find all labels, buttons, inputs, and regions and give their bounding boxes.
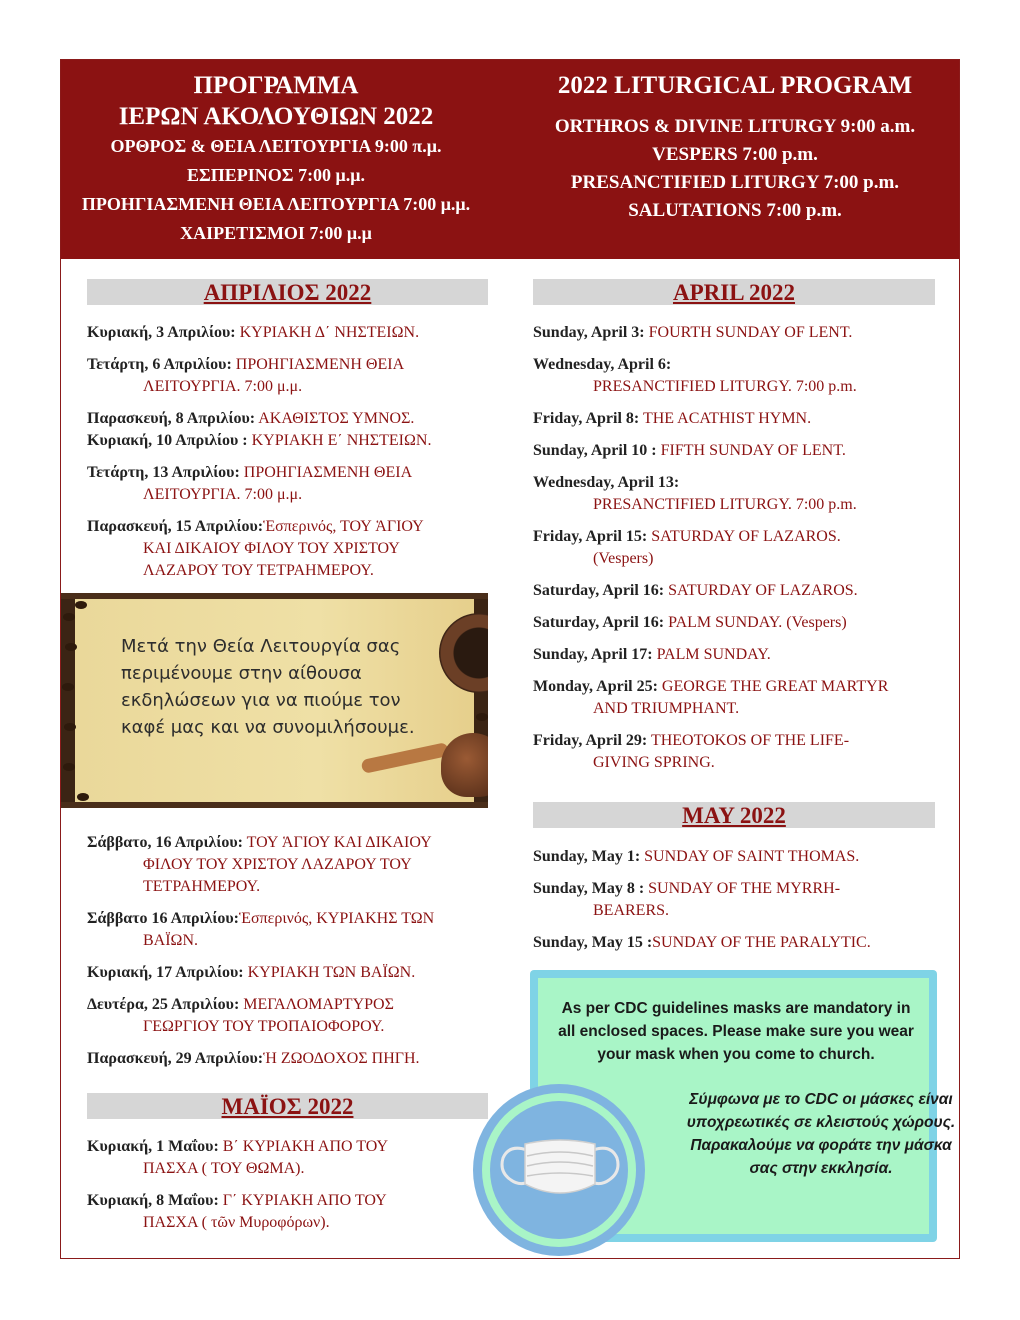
list-item: Sunday, April 10 : FIFTH SUNDAY OF LENT. [533,442,846,459]
list-item: Sunday, April 3: FOURTH SUNDAY OF LENT. [533,324,853,341]
english-schedule-line: SALUTATIONS 7:00 p.m. [628,200,842,221]
briki-pot-icon [441,733,488,797]
greek-schedule-line: ΕΣΠΕΡΙΝΟΣ 7:00 μ.μ. [187,165,365,185]
english-title: 2022 LITURGICAL PROGRAM [557,72,913,99]
list-item: Monday, April 25: GEORGE THE GREAT MARTYR AND TRIUMPHANT. [533,678,889,717]
greek-may-list [87,1136,497,1244]
list-item: Κυριακή, 10 Απριλίου : ΚΥΡΙΑΚΗ Ε΄ ΝΗΣΤΕΙΩΝ. [87,432,432,449]
greek-banner [61,70,491,248]
greek-april-list-2 [87,832,497,1080]
list-item: Sunday, May 1: SUNDAY OF SAINT THOMAS. [533,848,860,865]
list-item: Σάββατο, 16 Απριλίου: ΤΟΥ ἉΓΙΟΥ ΚΑΙ ΔΙΚΑΙΟΥ ΦΙΛΟΥ ΤΟΥ ΧΡΙΣΤΟΥ ΛΑΖΑΡΟΥ ΤΟΥ ΤΕΤΡΑΗΜΕΡΟΥ. [87,834,432,895]
list-item: Κυριακή, 8 Μαΐου: Γ΄ ΚΥΡΙΑΚΗ ΑΠΟ ΤΟΥ ΠΑΣΧΑ ( τῶν Μυροφόρων). [87,1192,387,1231]
list-item: Wednesday, April 13: PRESANCTIFIED LITURGY. 7:00 p.m. [533,474,857,513]
greek-schedule-line: ΧΑΙΡΕΤΙΣΜΟΙ 7:00 μ.μ [180,223,372,243]
list-item: Κυριακή, 17 Απριλίου: ΚΥΡΙΑΚΗ ΤΩΝ ΒΑΪΩΝ. [87,964,416,981]
coffee-invitation-text: Μετά την Θεία Λειτουργία σας περιμένουμε στην αίθουσα εκδηλώσεων για να πιούμε τον καφέ μας και να συνομιλήσουμε. [121,636,415,738]
greek-title-2: ΙΕΡΩΝ ΑΚΟΛΟΥΘΙΩΝ 2022 [118,103,434,130]
list-item: Παρασκευή, 8 Απριλίου: ΑΚΑΘΙΣΤΟΣ ΥΜΝΟΣ. [87,410,415,427]
list-item: Sunday, April 17: PALM SUNDAY. [533,646,771,663]
list-item: Παρασκευή, 29 Απριλίου:Ἡ ΖΩΟΔΟΧΟΣ ΠΗΓΗ. [87,1050,420,1067]
list-item: Τετάρτη, 6 Απριλίου: ΠΡΟΗΓΙΑΣΜΕΝΗ ΘΕΙΑ ΛΕΙΤΟΥΡΓΙΑ. 7:00 μ.μ. [87,356,405,395]
mask-notice-english: As per CDC guidelines masks are mandatory in all enclosed spaces. Please make sure you wear your mask when you come to church. [558,1000,914,1063]
list-item: Παρασκευή, 15 Απριλίου:Ἑσπερινός, ΤΟΥ ἉΓΙΟΥ ΚΑΙ ΔΙΚΑΙΟΥ ΦΙΛΟΥ ΤΟΥ ΧΡΙΣΤΟΥ ΛΑΖΑΡΟΥ ΤΟΥ ΤΕΤΡΑΗΜΕΡΟΥ. [87,518,424,579]
english-april-list [533,322,943,784]
english-banner [511,70,959,225]
coffee-cup-icon [439,613,488,693]
list-item: Saturday, April 16: SATURDAY OF LAZAROS. [533,582,858,599]
english-april-heading: APRIL 2022 [533,279,935,305]
list-item: Κυριακή, 1 Μαΐου: Β΄ ΚΥΡΙΑΚΗ ΑΠΟ ΤΟΥ ΠΑΣΧΑ ( ΤΟΥ ΘΩΜΑ). [87,1138,389,1177]
greek-april-list [87,322,497,592]
greek-may-heading: ΜΑΪΟΣ 2022 [87,1093,488,1119]
greek-title-1: ΠΡΟΓΡΑΜΜΑ [193,72,359,99]
list-item: Wednesday, April 6: PRESANCTIFIED LITURGY. 7:00 p.m. [533,356,857,395]
list-item: Τετάρτη, 13 Απριλίου: ΠΡΟΗΓΙΑΣΜΕΝΗ ΘΕΙΑ ΛΕΙΤΟΥΡΓΙΑ. 7:00 μ.μ. [87,464,413,503]
list-item: Friday, April 15: SATURDAY OF LAZAROS. (Vespers) [533,528,841,567]
list-item: Friday, April 8: THE ACATHIST HYMN. [533,410,812,427]
list-item: Saturday, April 16: PALM SUNDAY. (Vespers) [533,614,847,631]
greek-schedule-line: ΟΡΘΡΟΣ & ΘΕΙΑ ΛΕΙΤΟΥΡΓΙΑ 9:00 π.μ. [110,136,442,156]
list-item: Friday, April 29: THEOTOKOS OF THE LIFE- GIVING SPRING. [533,732,850,771]
list-item: Sunday, May 8 : SUNDAY OF THE MYRRH- BEARERS. [533,880,841,919]
list-item: Δευτέρα, 25 Απριλίου: ΜΕΓΑΛΟΜΑΡΤΥΡΟΣ ΓΕΩΡΓΙΟΥ ΤΟΥ ΤΡΟΠΑΙΟΦΟΡΟΥ. [87,996,394,1035]
english-may-heading: MAY 2022 [533,802,935,828]
english-schedule-line: PRESANCTIFIED LITURGY 7:00 p.m. [570,172,900,193]
english-schedule-line: ORTHROS & DIVINE LITURGY 9:00 a.m. [554,116,916,137]
greek-schedule-line: ΠΡΟΗΓΙΑΣΜΕΝΗ ΘΕΙΑ ΛΕΙΤΟΥΡΓΙΑ 7:00 μ.μ. [81,194,471,214]
mask-notice-greek: Σύμφωνα με το CDC οι μάσκες είναι υποχρεωτικές σε κλειστούς χώρους. Παρακαλούμε να φοράτε την μάσκα σας στην εκκλησία. [686,1091,956,1177]
english-schedule-line: VESPERS 7:00 p.m. [652,144,818,165]
greek-april-heading: ΑΠΡΙΛΙΟΣ 2022 [87,279,488,305]
coffee-image [61,593,488,808]
mask-notice-text [556,997,956,1180]
header-banner [61,60,959,259]
list-item: Sunday, May 15 :SUNDAY OF THE PARALYTIC. [533,934,871,951]
briki-handle-icon [361,742,450,774]
english-may-list [533,846,943,964]
list-item: Κυριακή, 3 Απριλίου: ΚΥΡΙΑΚΗ Δ΄ ΝΗΣΤΕΙΩΝ. [87,324,420,341]
list-item: Σάββατο 16 Απριλίου:Ἑσπερινός, ΚΥΡΙΑΚΗΣ ΤΩΝ ΒΑΪΩΝ. [87,910,435,949]
